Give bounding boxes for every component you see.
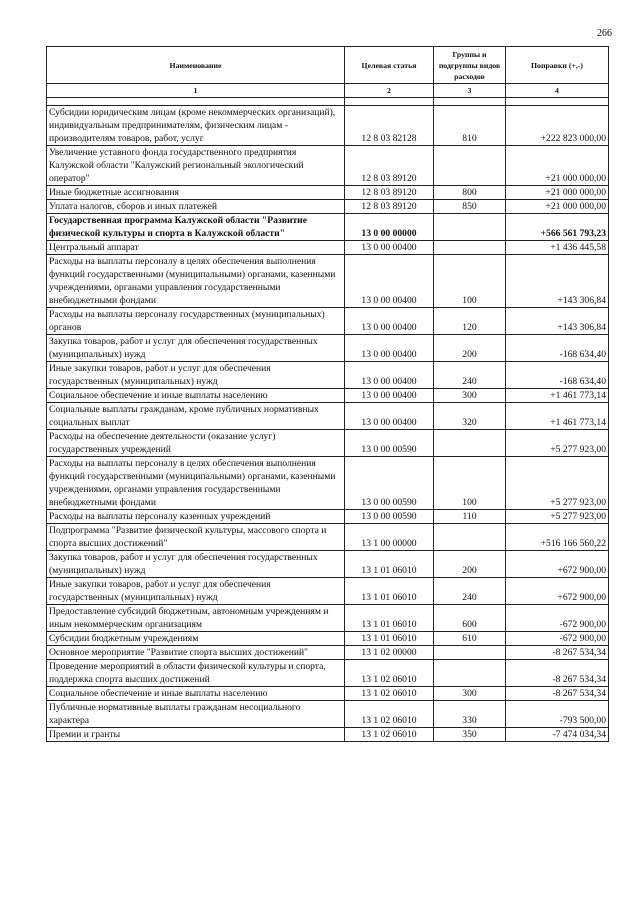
- row-group-code: 330: [434, 701, 506, 728]
- row-group-code: 100: [434, 255, 506, 308]
- table-row: [47, 200, 609, 214]
- page-number: 266: [597, 28, 612, 39]
- row-amount: +143 306,84: [506, 255, 609, 308]
- row-amount: -793 500,00: [506, 701, 609, 728]
- table-row: [47, 646, 609, 660]
- row-group-code: [434, 146, 506, 186]
- row-name: Расходы на выплаты персоналу государственных (муниципальных) органов: [47, 308, 345, 335]
- row-target-code: 13 0 00 00400: [345, 241, 434, 255]
- row-amount: +1 461 773,14: [506, 389, 609, 403]
- row-amount: +672 900,00: [506, 578, 609, 605]
- row-amount: +143 306,84: [506, 308, 609, 335]
- column-number: 2: [345, 84, 434, 98]
- row-name: Расходы на выплаты персоналу в целях обеспечения выполнения функций государственными (муниципальными) органами, казенными учреждениями, органами управления государственными внебюджетными фондами: [47, 255, 345, 308]
- table-row: [47, 578, 609, 605]
- row-target-code: 13 0 00 00590: [345, 457, 434, 510]
- row-target-code: 13 1 01 06010: [345, 605, 434, 632]
- row-target-code: 13 0 00 00590: [345, 430, 434, 457]
- table-row: [47, 214, 609, 241]
- header-target: Целевая статья: [345, 47, 434, 84]
- row-target-code: 12 8 03 89120: [345, 146, 434, 186]
- row-group-code: 600: [434, 605, 506, 632]
- row-amount: -8 267 534,34: [506, 660, 609, 687]
- row-target-code: 13 1 02 06010: [345, 660, 434, 687]
- row-amount: +672 900,00: [506, 551, 609, 578]
- row-target-code: 13 1 02 06010: [345, 728, 434, 742]
- table-row: [47, 660, 609, 687]
- row-name: Расходы на обеспечение деятельности (оказание услуг) государственных учреждений: [47, 430, 345, 457]
- budget-table: [46, 46, 609, 742]
- table-row: [47, 389, 609, 403]
- header-name: Наименование: [47, 47, 345, 84]
- row-target-code: 13 0 00 00590: [345, 510, 434, 524]
- row-group-code: 320: [434, 403, 506, 430]
- row-name: Социальные выплаты гражданам, кроме публичных нормативных социальных выплат: [47, 403, 345, 430]
- row-group-code: [434, 214, 506, 241]
- row-amount: +21 000 000,00: [506, 186, 609, 200]
- row-group-code: 200: [434, 335, 506, 362]
- table-row: [47, 430, 609, 457]
- table-row: [47, 632, 609, 646]
- table-row: [47, 241, 609, 255]
- table-row: [47, 524, 609, 551]
- row-group-code: 610: [434, 632, 506, 646]
- row-group-code: 100: [434, 457, 506, 510]
- row-name: Государственная программа Калужской области "Развитие физической культуры и спорта в Калужской области": [47, 214, 345, 241]
- row-group-code: [434, 241, 506, 255]
- column-number: 3: [434, 84, 506, 98]
- table-row: [47, 701, 609, 728]
- table-header-row: [47, 47, 609, 84]
- row-name: Премии и гранты: [47, 728, 345, 742]
- row-amount: +516 166 560,22: [506, 524, 609, 551]
- row-amount: -168 634,40: [506, 335, 609, 362]
- row-name: Социальное обеспечение и иные выплаты населению: [47, 389, 345, 403]
- row-group-code: [434, 524, 506, 551]
- column-number: 1: [47, 84, 345, 98]
- row-group-code: [434, 646, 506, 660]
- table-row: [47, 403, 609, 430]
- row-target-code: 13 0 00 00400: [345, 362, 434, 389]
- row-amount: +5 277 923,00: [506, 430, 609, 457]
- row-amount: +21 000 000,00: [506, 146, 609, 186]
- row-group-code: 120: [434, 308, 506, 335]
- row-group-code: 300: [434, 687, 506, 701]
- row-name: Закупка товаров, работ и услуг для обеспечения государственных (муниципальных) нужд: [47, 551, 345, 578]
- row-group-code: 300: [434, 389, 506, 403]
- row-target-code: 12 8 03 82128: [345, 106, 434, 146]
- row-amount: -672 900,00: [506, 605, 609, 632]
- row-target-code: 13 1 02 06010: [345, 701, 434, 728]
- row-target-code: 13 1 00 00000: [345, 524, 434, 551]
- row-name: Иные закупки товаров, работ и услуг для обеспечения государственных (муниципальных) нужд: [47, 578, 345, 605]
- row-name: Закупка товаров, работ и услуг для обеспечения государственных (муниципальных) нужд: [47, 335, 345, 362]
- row-name: Предоставление субсидий бюджетным, автономным учреждениям и иным некоммерческим организациям: [47, 605, 345, 632]
- header-groups: Группы и подгруппы видов расходов: [434, 47, 506, 84]
- row-name: Социальное обеспечение и иные выплаты населению: [47, 687, 345, 701]
- row-group-code: [434, 430, 506, 457]
- row-target-code: 13 0 00 00400: [345, 255, 434, 308]
- row-name: Основное мероприятие "Развитие спорта высших достижений": [47, 646, 345, 660]
- row-name: Иные бюджетные ассигнования: [47, 186, 345, 200]
- row-amount: -8 267 534,34: [506, 646, 609, 660]
- row-target-code: 13 1 01 06010: [345, 578, 434, 605]
- table-row: [47, 308, 609, 335]
- row-amount: +222 823 000,00: [506, 106, 609, 146]
- row-amount: -672 900,00: [506, 632, 609, 646]
- row-name: Проведение мероприятий в области физической культуры и спорта, поддержка спорта высших достижений: [47, 660, 345, 687]
- row-target-code: 12 8 03 89120: [345, 186, 434, 200]
- row-target-code: 13 0 00 00400: [345, 389, 434, 403]
- table-row: [47, 362, 609, 389]
- row-group-code: 110: [434, 510, 506, 524]
- row-name: Иные закупки товаров, работ и услуг для обеспечения государственных (муниципальных) нужд: [47, 362, 345, 389]
- row-name: Уплата налогов, сборов и иных платежей: [47, 200, 345, 214]
- row-amount: +21 000 000,00: [506, 200, 609, 214]
- row-target-code: 13 0 00 00400: [345, 335, 434, 362]
- row-group-code: 850: [434, 200, 506, 214]
- row-amount: +1 461 773,14: [506, 403, 609, 430]
- table-row: [47, 551, 609, 578]
- row-target-code: 13 0 00 00400: [345, 403, 434, 430]
- table-row: [47, 335, 609, 362]
- table-row: [47, 255, 609, 308]
- row-group-code: 800: [434, 186, 506, 200]
- table-row: [47, 106, 609, 146]
- row-group-code: 200: [434, 551, 506, 578]
- row-amount: +1 436 445,58: [506, 241, 609, 255]
- column-number-row: [47, 84, 609, 98]
- table-row: [47, 146, 609, 186]
- row-name: Субсидии юридическим лицам (кроме некоммерческих организаций), индивидуальным предпринимателям, физическим лицам - производителям товаров, работ, услуг: [47, 106, 345, 146]
- row-target-code: 13 0 00 00000: [345, 214, 434, 241]
- row-name: Расходы на выплаты персоналу казенных учреждений: [47, 510, 345, 524]
- row-group-code: 240: [434, 362, 506, 389]
- row-target-code: 13 1 02 06010: [345, 687, 434, 701]
- row-target-code: 12 8 03 89120: [345, 200, 434, 214]
- row-amount: -168 634,40: [506, 362, 609, 389]
- row-name: Субсидии бюджетным учреждениям: [47, 632, 345, 646]
- table-row: [47, 605, 609, 632]
- row-name: Подпрограмма "Развитие физической культуры, массового спорта и спорта высших достижений": [47, 524, 345, 551]
- row-group-code: 350: [434, 728, 506, 742]
- spacer-row: [47, 98, 609, 106]
- table-body: [47, 106, 609, 742]
- row-amount: -8 267 534,34: [506, 687, 609, 701]
- table-row: [47, 186, 609, 200]
- row-group-code: 240: [434, 578, 506, 605]
- header-amendments: Поправки (+,-): [506, 47, 609, 84]
- row-name: Центральный аппарат: [47, 241, 345, 255]
- row-target-code: 13 0 00 00400: [345, 308, 434, 335]
- table-row: [47, 687, 609, 701]
- column-number: 4: [506, 84, 609, 98]
- row-target-code: 13 1 01 06010: [345, 551, 434, 578]
- row-name: Публичные нормативные выплаты гражданам несоциального характера: [47, 701, 345, 728]
- row-group-code: 810: [434, 106, 506, 146]
- table-row: [47, 457, 609, 510]
- row-amount: +5 277 923,00: [506, 510, 609, 524]
- table-row: [47, 510, 609, 524]
- table-row: [47, 728, 609, 742]
- row-name: Расходы на выплаты персоналу в целях обеспечения выполнения функций государственными (муниципальными) органами, казенными учреждениями, органами управления государственными внебюджетными фондами: [47, 457, 345, 510]
- row-target-code: 13 1 02 00000: [345, 646, 434, 660]
- row-amount: +5 277 923,00: [506, 457, 609, 510]
- row-amount: +566 561 793,23: [506, 214, 609, 241]
- row-amount: -7 474 034,34: [506, 728, 609, 742]
- row-group-code: [434, 660, 506, 687]
- row-target-code: 13 1 01 06010: [345, 632, 434, 646]
- row-name: Увеличение уставного фонда государственного предприятия Калужской области "Калужский региональный экологический оператор": [47, 146, 345, 186]
